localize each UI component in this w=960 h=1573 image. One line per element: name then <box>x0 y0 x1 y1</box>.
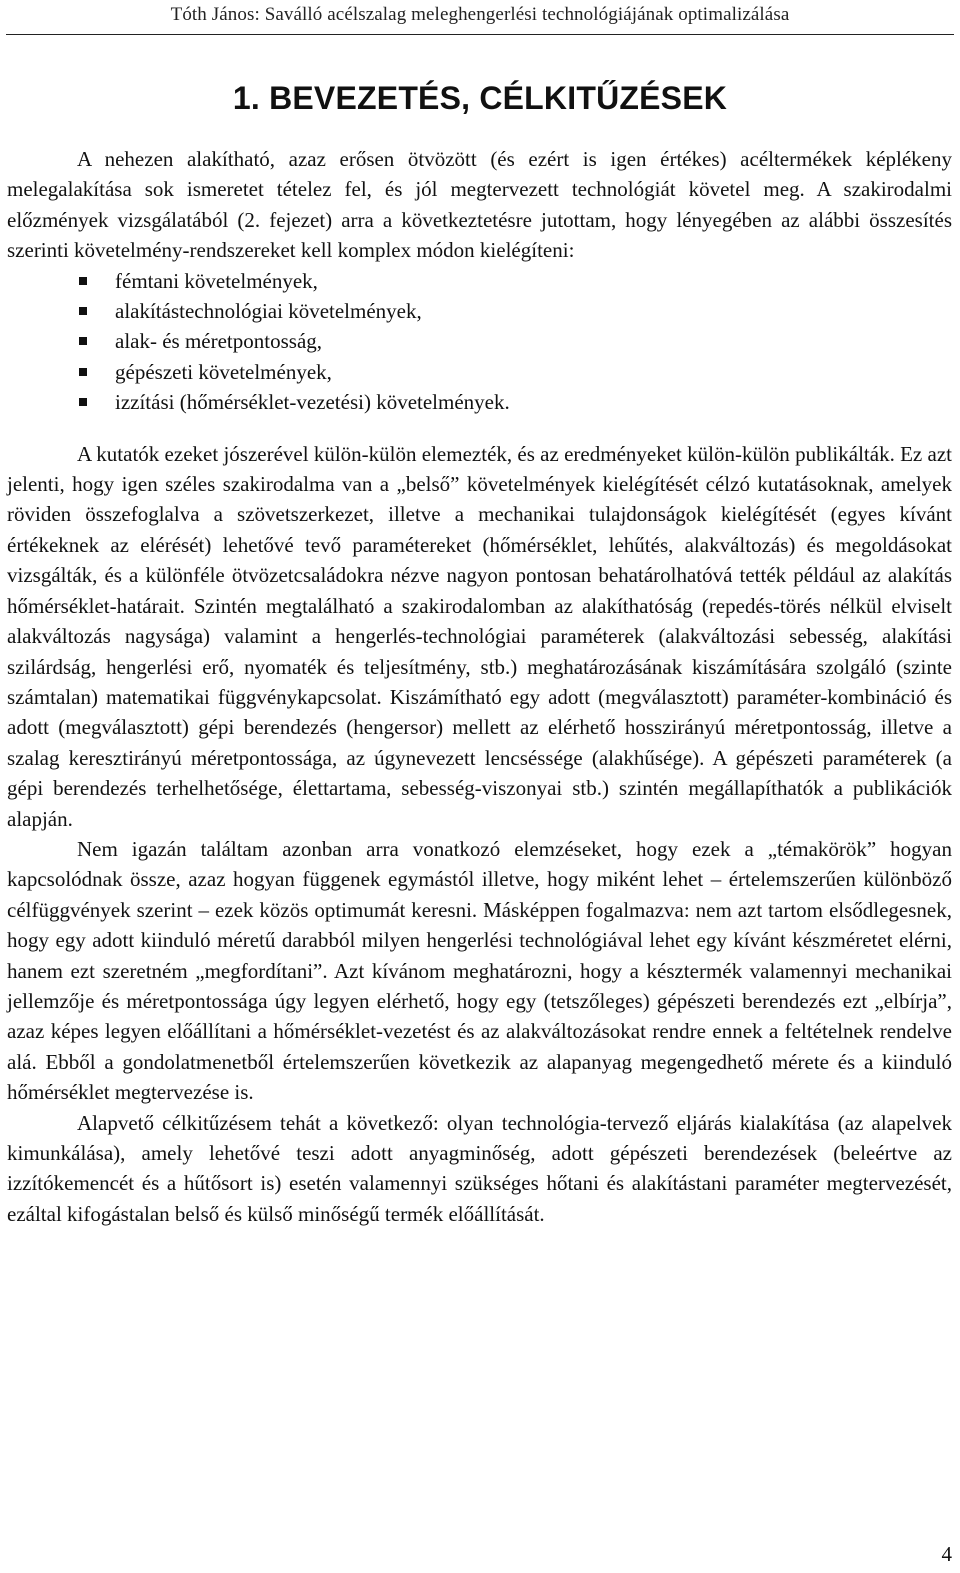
paragraph-research: A kutatók ezeket jószerével külön-külön elemezték, és az eredményeket külön-külön publikálták. Ez azt jelenti, hogy igen széles szakirodalma van a „belső” követelmények kielégítését célzó kutatásoknak, amelyek röviden összefoglalva a szövetszerkezet, illetve a mechanikai tulajdonságok kielégítését (egyes kívánt értékeknek az elérését) lehetővé tevő paramétereket (hőmérséklet, lehűtés, alakváltozás) és megoldásokat vizsgálták, és a különféle ötvözetcsaládokra nézve nagyon pontosan behatárolhatóvá tették például az alakítás hőmérséklet-határait. Szintén megtalálható a szakirodalomban az alakíthatóság (repedés-törés nélkül elviselt alakváltozás nagysága) valamint a hengerlés-technológiai paraméterek (alakváltozási sebesség, alakítási szilárdság, hengerlési erő, nyomaték és teljesítmény, stb.) meghatározásának kiszámítására szolgáló (szinte számtalan) matematikai függvénykapcsolat. Kiszámítható egy adott (megválasztott) paraméter-kombináció és adott (megválasztott) gépi berendezés (hengersor) mellett az elérhető hosszirányú méretpontosság, illetve a szalag keresztirányú méretpontossága, az úgynevezett lencséssége (alakhűsége). A gépészeti paraméterek (a gépi berendezés terhelhetősége, élettartama, sebesség-viszonyai stb.) szintén megállapíthatók a publikációk alapján. <box>7 441 952 831</box>
list-item-text: gépészeti követelmények, <box>115 359 332 384</box>
body-text <box>7 144 952 1229</box>
running-header: Tóth János: Saválló acélszalag meleghengerlési technológiájának optimalizálása <box>170 4 790 25</box>
square-bullet-icon <box>79 337 87 345</box>
square-bullet-icon <box>79 277 87 285</box>
list-item-text: izzítási (hőmérséklet-vezetési) követelmények. <box>115 390 510 415</box>
list-item <box>79 357 952 387</box>
chapter-title: 1. BEVEZETÉS, CÉLKITŰZÉSEK <box>232 80 728 116</box>
paragraph-objective: Alapvető célkitűzésem tehát a következő: olyan technológia-tervező eljárás kialakítása (az alapelvek kimunkálása), amely lehetővé teszi adott anyagminőség, adott gépészeti berendezések (beleértve az izzítókemencét és a hűtősort is) esetén valamennyi szükséges hőtani és alakítástani paraméter megtervezését, ezáltal kifogástalan belső és külső minőségű termék előállítását. <box>7 1110 952 1226</box>
header-rule <box>6 34 954 35</box>
list-item-text: alak- és méretpontosság, <box>115 329 323 354</box>
paragraph-gap-analysis: Nem igazán találtam azonban arra vonatkozó elemzéseket, hogy ezek a „témakörök” hogyan kapcsolódnak össze, azaz hogyan függenek egymástól illetve, hogy miként lehet – értelemszerűen különböző célfüggvények szerint – ezek közös optimumát keresni. Másképpen fogalmazva: nem azt tartom elsődlegesnek, hogy egy adott kiinduló méretű darabból milyen hengerlési technológiával lehet egy kívánt készméretet elérni, hanem ezt szeretném „megfordítani”. Azt kívánom meghatározni, hogy a késztermék valamennyi mechanikai jellemzője és méretpontossága úgy legyen elérhető, hogy egy (tetszőleges) gépészeti berendezés ezt „elbírja”, azaz képes legyen előállítani a hőmérséklet-vezetést és az alakváltozásokat rendre ennek a feltételnek rendelve alá. Ebből a gondolatmenetből értelemszerűen következik az alapanyag megengedhető mérete és a kiinduló hőmérséklet megtervezése is. <box>7 836 952 1105</box>
page-number: 4 <box>941 1542 952 1566</box>
paragraph-gap <box>7 418 952 439</box>
list-item-text: alakítástechnológiai követelmények, <box>115 299 422 324</box>
list-item <box>79 266 952 296</box>
list-item <box>79 387 952 417</box>
paragraph-intro: A nehezen alakítható, azaz erősen ötvözött (és ezért is igen értékes) acéltermékek képlékeny melegalakítása sok ismeretet tételez fel, és jól megtervezett technológiát követel meg. A szakirodalmi előzmények vizsgálatából (2. fejezet) arra a következtetésre jutottam, hogy lényegében az alábbi összesítés szerinti követelmény-rendszereket kell komplex módon kielégíteni: <box>7 147 952 263</box>
list-item-text: fémtani követelmények, <box>115 268 318 293</box>
square-bullet-icon <box>79 368 87 376</box>
requirements-list <box>7 266 952 418</box>
list-item <box>79 296 952 326</box>
square-bullet-icon <box>79 307 87 315</box>
square-bullet-icon <box>79 398 87 406</box>
list-item <box>79 326 952 356</box>
